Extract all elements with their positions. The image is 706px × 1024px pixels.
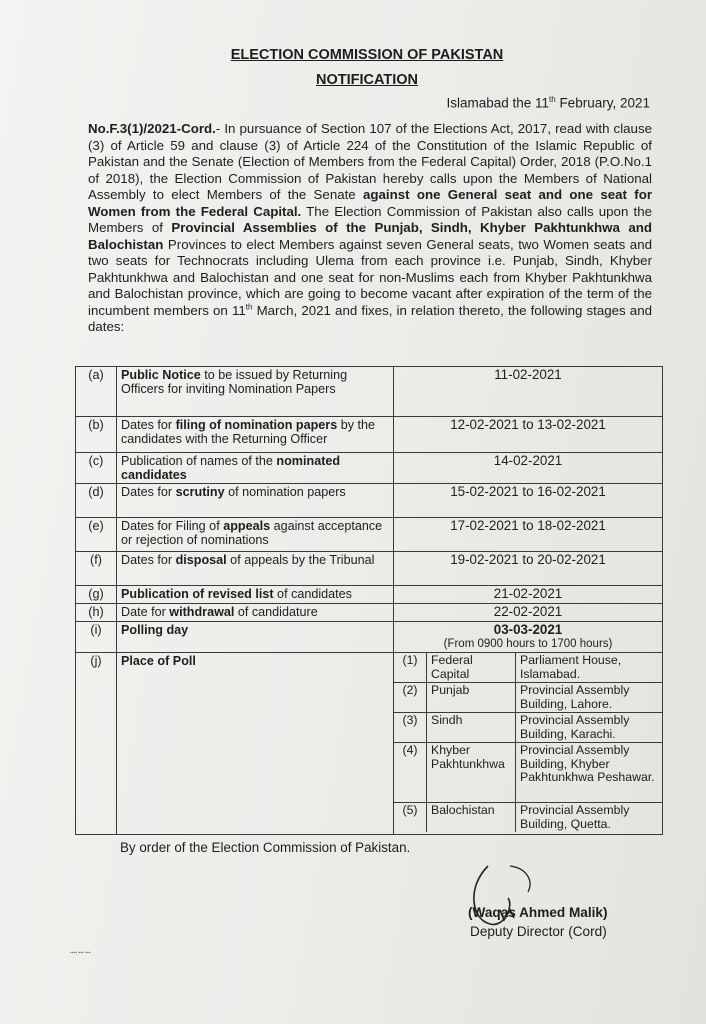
election-schedule-table — [75, 366, 663, 835]
table-row: (b) Dates for filing of nomination papers by the candidates with the Returning Officer 12-02-2021 to 13-02-2021 — [76, 417, 663, 453]
issue-date: Islamabad the 11th February, 2021 — [446, 95, 650, 111]
list-item: (1) Federal Capital Parliament House, Islamabad. — [394, 653, 662, 683]
table-row: (j) Place of Poll (1) Federal Capital Parliament House, Islamabad. (2) Punjab Provincial Assembly Building, Lahore. (3) Sindh Provincial Assembly Building, Karachi. (4) Khyber Pakhtunkhwa Provincial Assembly Building, Khyber Pakhtunkhwa Peshawar. (5) Balochistan Provincial Assembly Building, Quetta. — [76, 653, 663, 835]
table-row: (g) Publication of revised list of candidates 21-02-2021 — [76, 586, 663, 604]
list-item: (4) Khyber Pakhtunkhwa Provincial Assembly Building, Khyber Pakhtunkhwa Peshawar. — [394, 743, 662, 803]
list-item: (2) Punjab Provincial Assembly Building, Lahore. — [394, 683, 662, 713]
table-row: (c) Publication of names of the nominated candidates 14-02-2021 — [76, 453, 663, 484]
order-statement: By order of the Election Commission of Pakistan. — [120, 840, 411, 855]
table-row: (i) Polling day 03-03-2021 (From 0900 hours to 1700 hours) — [76, 622, 663, 653]
print-stamp: ▪▪▪▪ ▪▪▪ ▪▪▪ — [70, 950, 91, 956]
signatory-name: (Waqas Ahmed Malik) — [468, 905, 608, 920]
notification-body: No.F.3(1)/2021-Cord.- In pursuance of Section 107 of the Elections Act, 2017, read with clause (3) of Article 59 and clause (3) of Article 224 of the Constitution of the Islamic Republic of Pakistan and the Senate (Election of Members from the Federal Capital) Order, 2018 (P.O.No.1 of 2018), the Election Commission of Pakistan hereby calls upon the Members of National Assembly to elect Members of the Senate against one General seat and one seat for Women from the Federal Capital. The Election Commission of Pakistan also calls upon the Members of Provincial Assemblies of the Punjab, Sindh, Khyber Pakhtunkhwa and Balochistan Provinces to elect Members against seven General seats, two Women seats and two seats for Technocrats including Ulema from each province i.e. Punjab, Sindh, Khyber Pakhtunkhwa and Balochistan and one seat for non-Muslims each from Khyber Pakhtunkhwa and Balochistan province, which are going to become vacant after expiration of the term of the incumbent members on 11th March, 2021 and fixes, in relation thereto, the following stages and dates: — [88, 121, 652, 334]
reference-number: No.F.3(1)/2021-Cord. — [88, 121, 216, 136]
signatory-designation: Deputy Director (Cord) — [470, 924, 607, 939]
organization-heading: ELECTION COMMISSION OF PAKISTAN — [230, 47, 504, 63]
table-row: (d) Dates for scrutiny of nomination papers 15-02-2021 to 16-02-2021 — [76, 484, 663, 518]
list-item: (5) Balochistan Provincial Assembly Building, Quetta. — [394, 803, 662, 833]
table-row: (a) Public Notice to be issued by Returning Officers for inviting Nomination Papers 11-02-2021 — [76, 367, 663, 417]
polling-hours: (From 0900 hours to 1700 hours) — [443, 638, 613, 650]
polling-date: 03-03-2021 — [493, 622, 563, 637]
list-item: (3) Sindh Provincial Assembly Building, Karachi. — [394, 713, 662, 743]
place-of-poll-table — [394, 653, 662, 832]
table-row: (h) Date for withdrawal of candidature 22-02-2021 — [76, 604, 663, 622]
notification-title: NOTIFICATION — [315, 72, 419, 88]
table-row: (f) Dates for disposal of appeals by the Tribunal 19-02-2021 to 20-02-2021 — [76, 552, 663, 586]
table-row: (e) Dates for Filing of appeals against acceptance or rejection of nominations 17-02-2021 to 18-02-2021 — [76, 518, 663, 552]
